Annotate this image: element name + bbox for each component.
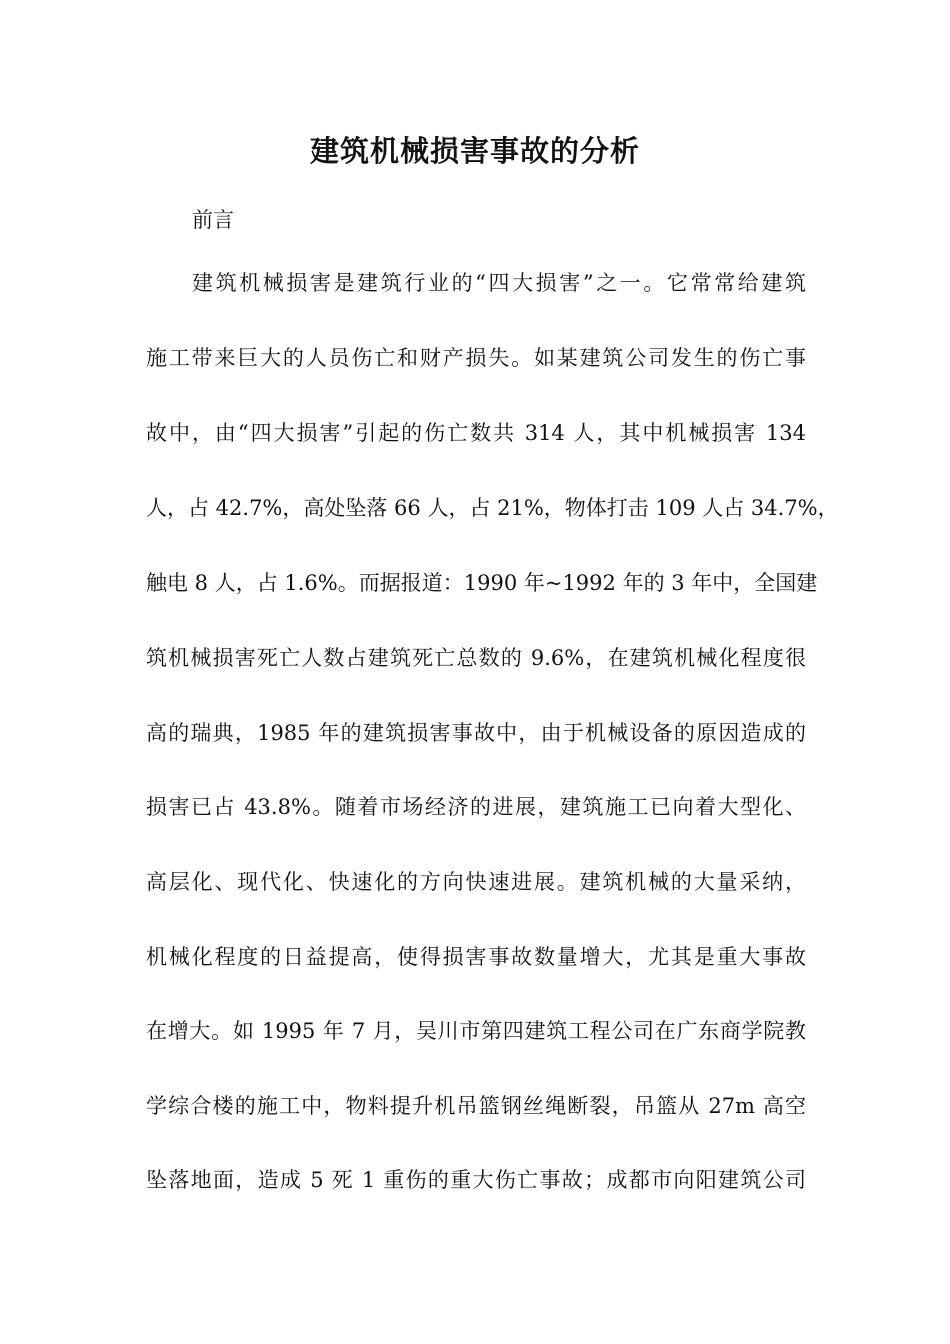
paragraph-line: 损害已占 43.8%。随着市场经济的进展，建筑施工已向着大型化、 [146, 795, 806, 819]
paragraph-line: 施工带来巨大的人员伤亡和财产损失。如某建筑公司发生的伤亡事 [146, 346, 806, 370]
paragraph-line: 机械化程度的日益提高，使得损害事故数量增大，尤其是重大事故 [146, 945, 806, 969]
paragraph-line: 在增大。如 1995 年 7 月，吴川市第四建筑工程公司在广东商学院教 [146, 1019, 806, 1043]
paragraph-line: 高的瑞典，1985 年的建筑损害事故中，由于机械设备的原因造成的 [146, 721, 806, 745]
section-heading: 前言 [192, 208, 234, 232]
paragraph-line: 建筑机械损害是建筑行业的“四大损害”之一。它常常给建筑 [192, 271, 806, 295]
paragraph-line: 坠落地面，造成 5 死 1 重伤的重大伤亡事故；成都市向阳建筑公司 [146, 1168, 806, 1192]
paragraph-line: 人，占 42.7%，高处坠落 66 人，占 21%，物体打击 109 人占 34.7%， [146, 496, 839, 520]
paragraph-line: 故中，由“四大损害”引起的伤亡数共 314 人，其中机械损害 134 [146, 421, 806, 445]
paragraph-line: 学综合楼的施工中，物料提升机吊篮钢丝绳断裂，吊篮从 27m 高空 [146, 1094, 806, 1118]
paragraph-line: 筑机械损害死亡人数占建筑死亡总数的 9.6%，在建筑机械化程度很 [146, 646, 806, 670]
paragraph-line: 高层化、现代化、快速化的方向快速进展。建筑机械的大量采纳， [146, 870, 806, 894]
paragraph-line: 触电 8 人，占 1.6%。而据报道：1990 年~1992 年的 3 年中，全国建 [146, 571, 818, 595]
document-title: 建筑机械损害事故的分析 [309, 134, 640, 168]
